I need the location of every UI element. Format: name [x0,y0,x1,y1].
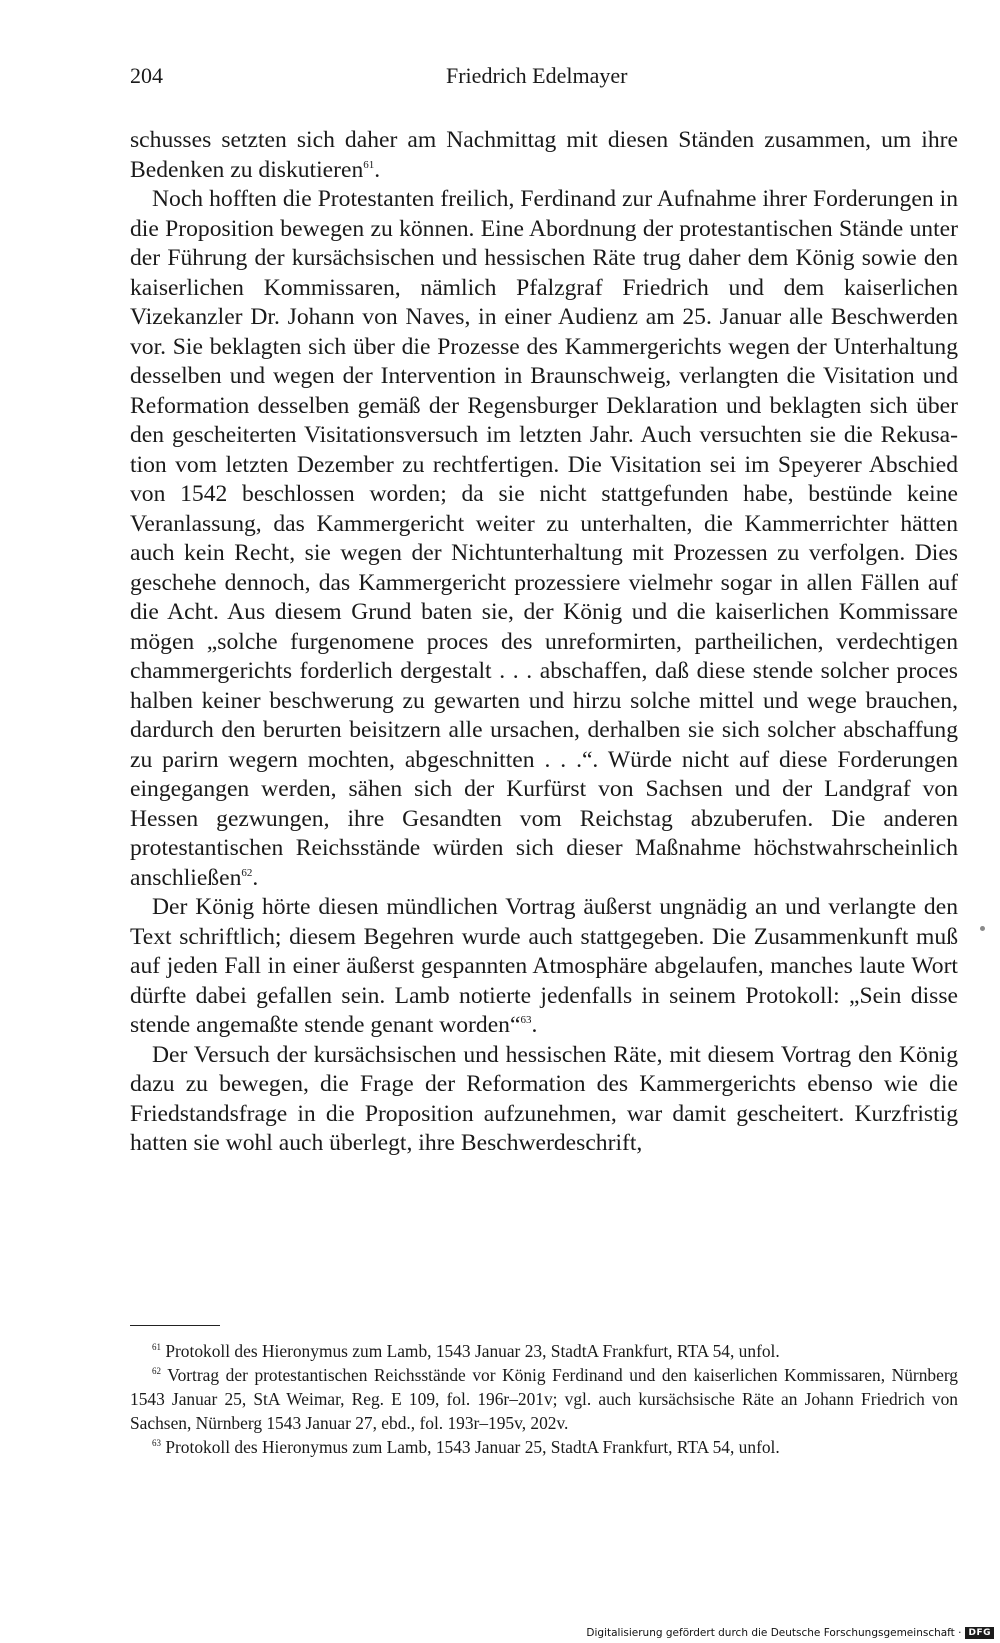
paragraph-3 [130,893,958,1041]
paragraph-2 [130,185,958,893]
footnote-number: 62 [152,1366,161,1377]
footnote-divider [130,1325,220,1326]
credit-text: Digitalisierung gefördert durch die Deutsche Forschungsgemeinschaft · [586,1627,962,1639]
footnote-text: Vortrag der protestantischen Reichsstände vor König Ferdinand und den kaiserlichen Kommissaren, Nürnberg 1543 Januar 25, StA Weimar, Reg. E 109, fol. 196r–201v; vgl. auch kursächsische Räte an Johann Friedrich von Sachsen, Nürnberg 1543 Januar 27, ebd., fol. 193r–195v, 202v. [130,1365,958,1433]
paragraph-1-end: . [374,156,381,183]
running-head [130,56,960,96]
footnote-text: Protokoll des Hieronymus zum Lamb, 1543 Januar 25, StadtA Frankfurt, RTA 54, unfol. [161,1437,780,1457]
paragraph-3-end: . [531,1012,538,1038]
footnote-number: 61 [152,1342,161,1353]
dfg-logo: DFG [965,1627,994,1639]
footnote-63 [130,1435,958,1459]
running-title: Friedrich Edelmayer [446,63,628,88]
footnote-62 [130,1363,958,1435]
footnote-61 [130,1339,958,1363]
footnotes [130,1339,958,1459]
footnote-text: Protokoll des Hieronymus zum Lamb, 1543 Januar 23, StadtA Frankfurt, RTA 54, unfol. [161,1341,780,1361]
digitization-credit [586,1626,994,1640]
main-text [130,126,958,1159]
paragraph-4: Der Versuch der kursächsischen und hessischen Räte, mit diesem Vortrag den König dazu zu bewegen, die Frage der Reformation des Kammergerichts ebenso wie die Friedstandsfrage in die Proposition aufzunehmen, war damit gescheitert. Kurzfristig hatten sie wohl auch überlegt, ihre Beschwerdeschrift, [130,1041,958,1156]
page-number: 204 [130,63,163,88]
paragraph-1 [130,126,958,185]
footnote-ref-62[interactable]: 62 [241,866,253,879]
paragraph-2-end: . [252,864,259,891]
footnote-ref-63[interactable]: 63 [520,1014,532,1027]
footnote-number: 63 [152,1438,161,1449]
margin-mark [980,926,985,931]
paragraph-1-text: schusses setzten sich daher am Nachmittag mit diesen Ständen zusammen, um ihre Bedenken zu diskutieren [130,127,958,183]
paragraph-2-text: Noch hofften die Protestanten freilich, Ferdinand zur Aufnahme ihrer Forderungen in die Proposition bewegen zu können. Eine Abordnung der protestantischen Stände unter der Führung der kursächsischen und hessischen Räte trug daher dem König sowie den kaiserlichen Kommissaren, nämlich Pfalzgraf Friedrich und dem kaiserlichen Vizekanzler Dr. Johann von Naves, in einer Audienz am 25. Januar alle Beschwerden vor. Sie beklagten sich über die Prozesse des Kammergerichts wegen der Unterhaltung desselben und wegen der Intervention in Braunschweig, verlangten die Visitation und Reformation desselben gemäß der Regensburger Deklaration und beklagten sich über den gescheiterten Visitationsversuch im letzten Jahr. Auch versuchten sie die Rekusation vom letzten Dezember zu rechtfertigen. Die Visitation sei im Speyerer Abschied von 1542 beschlossen worden; da sie nicht stattgefunden habe, bestünde keine Veranlassung, das Kammergericht weiter zu unterhalten, die Kammerrichter hätten auch kein Recht, sie wegen der Nichtunterhaltung mit Prozessen zu verfolgen. Dies geschehe dennoch, das Kammergericht prozessiere vielmehr sogar in allen Fällen auf die Acht. Aus diesem Grund baten sie, der König und die kaiserlichen Kommissare mögen „solche furgenomene proces des unreformirten, partheilichen, verdechtigen chammergerichts forderlich dergestalt . . . abschaffen, daß diese stende solcher proces halben keiner beschwerung zu gewarten und hirzu solche mittel und wege brauchen, dardurch den berurten beisitzern alle ursachen, derhalben sie sich solcher abschaffung zu parirn wegern mochten, abgeschnitten . . .“. Würde nicht auf diese Forderungen eingegangen werden, sähen sich der Kurfürst von Sachsen und der Landgraf von Hessen gezwungen, ihre Gesandten vom Reichstag abzuberufen. Die anderen protestantischen Reichsstände würden sich dieser Maßnahme höchstwahrscheinlich anschließen [130,186,958,891]
footnote-ref-61[interactable]: 61 [363,158,375,171]
paragraph-3-text: Der König hörte diesen mündlichen Vortrag äußerst ungnädig an und verlangte den Text schriftlich; diesem Begehren wurde auch stattgegeben. Die Zusammenkunft muß auf jeden Fall in einer äußerst gespannten Atmosphäre abgelaufen, manches laute Wort dürfte dabei gefallen sein. Lamb notierte jedenfalls in seinem Protokoll: „Sein disse stende angemaßte stende genant worden“ [130,894,958,1038]
